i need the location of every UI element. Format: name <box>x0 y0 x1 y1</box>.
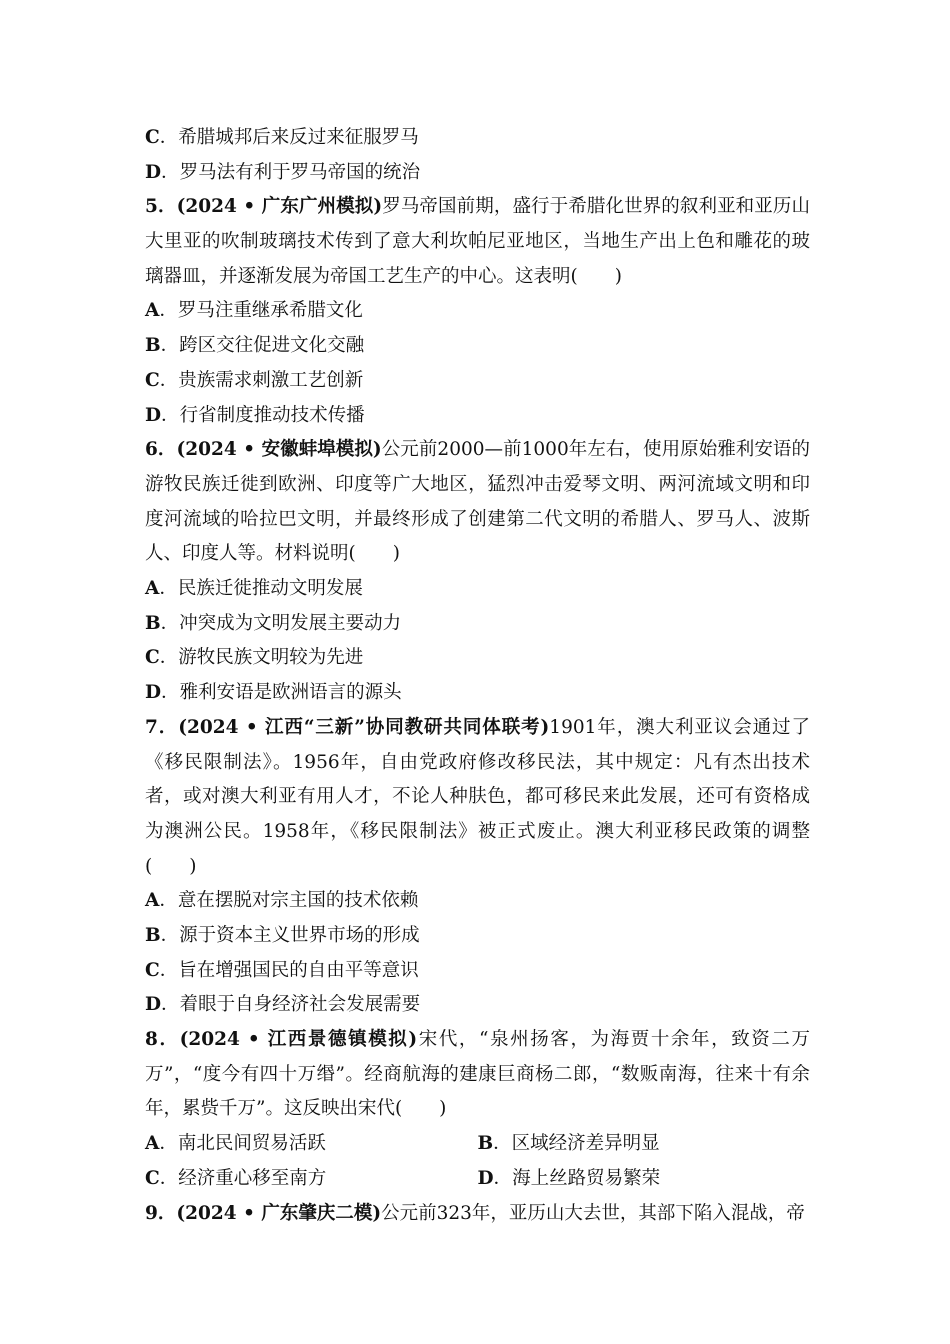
option-label: C <box>145 369 160 391</box>
separator: ． <box>161 404 180 426</box>
question-number: 5 <box>145 196 158 218</box>
option-text: 南北民间贸易活跃 <box>177 1133 326 1155</box>
question-stem-text: 1901年，澳大利亚议会通过了《移民限制法》。1956年，自由党政府修改移民法，其中规定：凡有杰出技术者，或对澳大利亚有用人才，不论人种肤色，都可移民来此发展，还可有资格成为澳洲公民。1958年，《移民限制法》被正式废止。澳大利亚移民政策的调整( ) <box>145 716 810 877</box>
option-label: C <box>145 127 160 148</box>
question-6-option-b <box>145 607 810 642</box>
question-source: (2024 • 广东广州模拟) <box>176 196 383 218</box>
option-text: 经济重心移至南方 <box>178 1167 327 1189</box>
option-text: 游牧民族文明较为先进 <box>178 647 364 669</box>
question-source: (2024 • 安徽蚌埠模拟) <box>176 439 382 461</box>
separator: ． <box>157 439 177 461</box>
option-label: B <box>145 925 161 946</box>
option-label: D <box>145 404 162 426</box>
option-text: 意在摆脱对宗主国的技术依赖 <box>177 890 419 912</box>
separator: ． <box>159 647 179 669</box>
question-5-option-c <box>145 364 810 399</box>
separator: ． <box>157 1029 180 1051</box>
option-text: 冲突成为文明发展主要动力 <box>179 612 402 634</box>
question-6-option-d <box>145 676 810 711</box>
question-5-stem <box>145 190 810 294</box>
option-label: D <box>145 161 162 183</box>
separator: ． <box>160 335 180 357</box>
question-5-option-b <box>145 329 810 364</box>
separator: ． <box>160 925 180 946</box>
option-text: 罗马法有利于罗马帝国的统治 <box>179 161 421 183</box>
question-number: 6 <box>145 439 158 461</box>
question-8-option-d <box>478 1162 811 1197</box>
page-content <box>145 121 810 1231</box>
separator: ． <box>493 1133 512 1155</box>
separator: ． <box>157 196 177 218</box>
option-label: D <box>145 994 162 1016</box>
question-stem-text: 公元前2000—前1000年左右，使用原始雅利安语的游牧民族迁徙到欧洲、印度等广大地区，猛烈冲击爱琴文明、两河流域文明和印度河流域的哈拉巴文明，并最终形成了创建第二代文明的希腊人、罗马人、波斯人、印度人等。材料说明( ) <box>145 439 810 565</box>
separator: ． <box>161 161 180 183</box>
option-label: C <box>145 1167 160 1189</box>
question-source: (2024 • 江西景德镇模拟) <box>179 1029 418 1051</box>
option-text: 海上丝路贸易繁荣 <box>512 1167 661 1189</box>
option-text: 旨在增强国民的自由平等意识 <box>178 959 419 981</box>
option-text: 行省制度推动技术传播 <box>179 404 365 426</box>
question-8-stem <box>145 1023 810 1127</box>
question-8-option-a <box>145 1127 478 1162</box>
separator: ． <box>159 890 178 912</box>
separator: ． <box>493 1167 513 1189</box>
option-label: A <box>145 890 160 912</box>
option-text: 希腊城邦后来反过来征服罗马 <box>178 127 419 148</box>
separator: ． <box>160 612 180 634</box>
separator: ． <box>159 127 179 148</box>
question-6-option-c <box>145 641 810 676</box>
separator: ． <box>159 578 178 600</box>
question-8-options-row-2 <box>145 1162 810 1197</box>
question-8-option-b <box>478 1127 811 1162</box>
question-source: (2024 • 广东肇庆二模) <box>176 1202 382 1224</box>
option-label: D <box>477 1167 494 1189</box>
question-number: 8 <box>145 1029 158 1051</box>
question-stem-text: 宋代，“泉州扬客，为海贾十余年，致资二万万”，“度今有四十万缗”。经商航海的建康巨商杨二郎，“数贩南海，往来十有余年，累赀千万”。这反映出宋代( ) <box>145 1029 810 1120</box>
question-5-option-d <box>145 399 810 434</box>
separator: ． <box>159 1167 179 1189</box>
option-text: 罗马注重继承希腊文化 <box>177 300 363 322</box>
option-label: B <box>477 1133 494 1155</box>
question-6-option-a <box>145 572 810 607</box>
question-7-stem <box>145 711 810 885</box>
question-9-stem <box>145 1197 810 1232</box>
option-text: 跨区交往促进文化交融 <box>179 335 365 357</box>
option-text: 民族迁徙推动文明发展 <box>177 578 363 600</box>
option-text: 着眼于自身经济社会发展需要 <box>179 994 421 1016</box>
option-label: A <box>145 1133 160 1155</box>
separator: ． <box>159 1133 178 1155</box>
separator: ． <box>157 1202 177 1224</box>
option-label: C <box>145 647 160 669</box>
option-label: A <box>145 300 160 322</box>
option-text: 区域经济差异明显 <box>511 1133 660 1155</box>
question-stem-text: 罗马帝国前期，盛行于希腊化世界的叙利亚和亚历山大里亚的吹制玻璃技术传到了意大利坎帕尼亚地区，当地生产出上色和雕花的玻璃器皿，并逐渐发展为帝国工艺生产的中心。这表明( ) <box>145 196 810 287</box>
separator: ． <box>161 682 180 704</box>
option-label: B <box>145 335 161 357</box>
question-number: 7 <box>145 716 158 738</box>
question-stem-text: 公元前323年，亚历山大去世，其部下陷入混战，帝 <box>381 1202 805 1224</box>
question-7-option-a <box>145 884 810 919</box>
question-8-options-row-1 <box>145 1127 810 1162</box>
option-text: 贵族需求刺激工艺创新 <box>178 369 364 391</box>
option-text: 雅利安语是欧洲语言的源头 <box>179 682 402 704</box>
option-d-prev <box>145 156 810 191</box>
question-5-option-a <box>145 294 810 329</box>
question-source: (2024 • 江西“三新”协同教研共同体联考) <box>178 716 550 738</box>
question-8-option-c <box>145 1162 478 1197</box>
option-label: B <box>145 612 161 634</box>
question-6-stem <box>145 433 810 572</box>
option-c-prev <box>145 121 810 156</box>
separator: ． <box>161 994 180 1016</box>
option-label: C <box>145 959 160 981</box>
separator: ． <box>159 369 179 391</box>
separator: ． <box>159 300 178 322</box>
option-text: 源于资本主义世界市场的形成 <box>179 925 420 946</box>
question-7-option-d <box>145 988 810 1023</box>
question-7-option-b <box>145 919 810 954</box>
option-label: A <box>145 578 160 600</box>
separator: ． <box>157 716 179 738</box>
question-number: 9 <box>145 1202 158 1224</box>
question-7-option-c <box>145 954 810 989</box>
separator: ． <box>159 959 179 981</box>
option-label: D <box>145 682 162 704</box>
